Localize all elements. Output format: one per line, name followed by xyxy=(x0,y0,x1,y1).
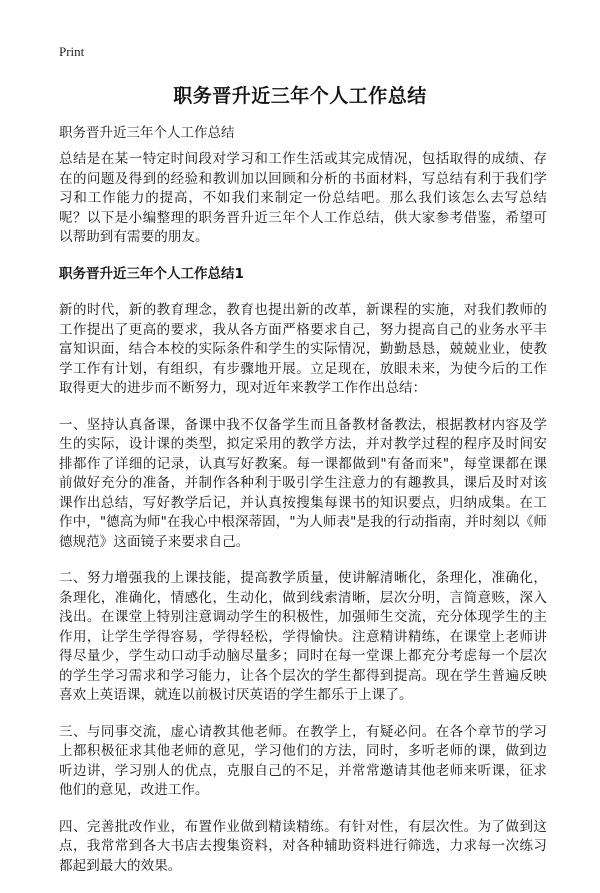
body-paragraph: 新的时代，新的教育理念，教育也提出新的改革，新课程的实施，对我们教师的工作提出了更高的要求，我从各方面严格要求自己，努力提高自己的业务水平丰富知识面，结合本校的实际条件和学生的实际情况，勤勤恳恳，兢兢业业，使教学工作有计划，有组织，有步骤地开展。立足现在，放眼未来，为使今后的工作取得更大的进步而不断努力，现对近年来教学工作作出总结： xyxy=(59,302,547,396)
article-body xyxy=(59,150,547,893)
subtitle: 职务晋升近三年个人工作总结 xyxy=(59,125,235,141)
body-paragraph: 三、与同事交流，虚心请教其他老师。在教学上，有疑必问。在各个章节的学习上都积极征求其他老师的意见，学习他们的方法，同时，多听老师的课，做到边听边讲，学习别人的优点，克服自己的不足，并常常邀请其他老师来听课，征求他们的意见，改进工作。 xyxy=(59,723,547,798)
section-heading: 职务晋升近三年个人工作总结1 xyxy=(59,265,244,282)
intro-paragraph: 总结是在某一特定时间段对学习和工作生活或其完成情况，包括取得的成绩、存在的问题及得到的经验和教训加以回顾和分析的书面材料，写总结有利于我们学习和工作能力的提高，不如我们来制定一份总结吧。那么我们该怎么去写总结呢？以下是小编整理的职务晋升近三年个人工作总结，供大家参考借鉴，希望可以帮助到有需要的朋友。 xyxy=(59,151,547,245)
print-link[interactable]: Print xyxy=(59,44,85,59)
body-paragraph: 二、努力增强我的上课技能，提高教学质量，使讲解清晰化，条理化，准确化，条理化，准确化，情感化，生动化，做到线索清晰，层次分明，言简意赅，深入浅出。在课堂上特别注意调动学生的积极性，加强师生交流，充分体现学生的主作用，让学生学得容易，学得轻松，学得愉快。注意精讲精练，在课堂上老师讲得尽量少，学生动口动手动脑尽量多；同时在每一堂课上都充分考虑每一个层次的学生学习需求和学习能力，让各个层次的学生都得到提高。现在学生普遍反映喜欢上英语课，就连以前极讨厌英语的学生都乐于上课了。 xyxy=(59,570,547,703)
body-paragraph: 四、完善批改作业，布置作业做到精读精练。有针对性，有层次性。为了做到这点，我常常到各大书店去搜集资料，对各种辅助资料进行筛选，力求每一次练习都起到最大的效果。 xyxy=(59,818,547,874)
body-paragraph: 一、坚持认真备课，备课中我不仅备学生而且备教材备教法，根据教材内容及学生的实际，设计课的类型，拟定采用的教学方法，并对教学过程的程序及时间安排都作了详细的记录，认真写好教案。每一课都做到"有备而来"，每堂课都在课前做好充分的准备，并制作各种利于吸引学生注意力的有趣教具，课后及时对该课作出总结，写好教学后记，并认真按搜集每课书的知识要点，归纳成集。在工作中，"德高为师"在我心中根深蒂固，"为人师表"是我的行动指南，并时刻以《师德规范》这面镜子来要求自己。 xyxy=(59,416,547,550)
page-title: 职务晋升近三年个人工作总结 xyxy=(173,85,427,107)
